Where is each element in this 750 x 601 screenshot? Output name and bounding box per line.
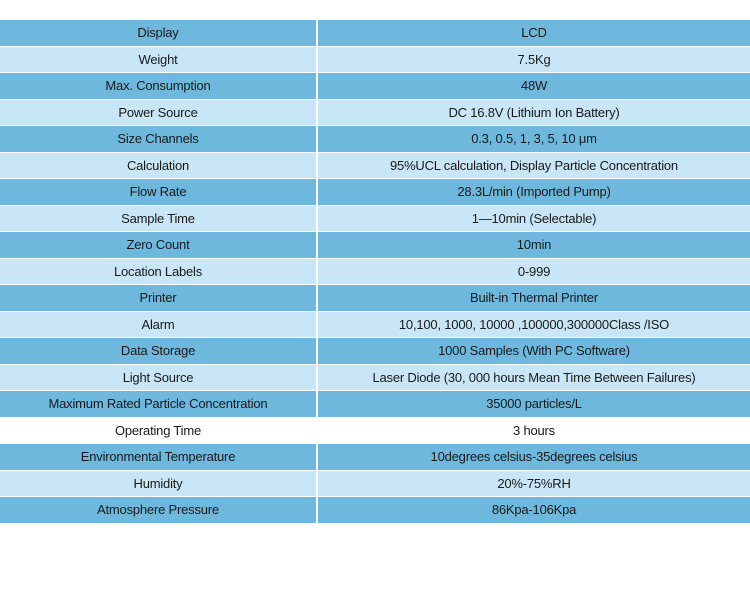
spec-value: 28.3L/min (Imported Pump) bbox=[317, 179, 750, 206]
spec-row-operating-time bbox=[0, 417, 750, 444]
spec-table bbox=[0, 19, 750, 524]
spec-value: 1—10min (Selectable) bbox=[317, 205, 750, 232]
spec-row-data-storage bbox=[0, 338, 750, 365]
spec-label: Humidity bbox=[0, 470, 317, 497]
spec-row-sample-time bbox=[0, 205, 750, 232]
spec-label: Light Source bbox=[0, 364, 317, 391]
spec-label: Zero Count bbox=[0, 232, 317, 259]
spec-label: Maximum Rated Particle Concentration bbox=[0, 391, 317, 418]
spec-row-printer bbox=[0, 285, 750, 312]
spec-value: 48W bbox=[317, 73, 750, 100]
spec-row-alarm bbox=[0, 311, 750, 338]
spec-row-max-particle-concentration bbox=[0, 391, 750, 418]
spec-label: Operating Time bbox=[0, 417, 317, 444]
spec-row-display bbox=[0, 20, 750, 47]
spec-value: LCD bbox=[317, 20, 750, 47]
spec-value: 86Kpa-106Kpa bbox=[317, 497, 750, 524]
spec-value: Laser Diode (30, 000 hours Mean Time Between Failures) bbox=[317, 364, 750, 391]
spec-label: Weight bbox=[0, 46, 317, 73]
spec-label: Data Storage bbox=[0, 338, 317, 365]
spec-label: Location Labels bbox=[0, 258, 317, 285]
spec-value: 0-999 bbox=[317, 258, 750, 285]
spec-value: 3 hours bbox=[317, 417, 750, 444]
spec-label: Environmental Temperature bbox=[0, 444, 317, 471]
spec-value: 0.3, 0.5, 1, 3, 5, 10 μm bbox=[317, 126, 750, 153]
spec-row-zero-count bbox=[0, 232, 750, 259]
spec-row-location-labels bbox=[0, 258, 750, 285]
spec-value: 35000 particles/L bbox=[317, 391, 750, 418]
spec-row-flow-rate bbox=[0, 179, 750, 206]
spec-value: 7.5Kg bbox=[317, 46, 750, 73]
spec-value: 95%UCL calculation, Display Particle Concentration bbox=[317, 152, 750, 179]
spec-value: 10min bbox=[317, 232, 750, 259]
spec-label: Printer bbox=[0, 285, 317, 312]
spec-row-size-channels bbox=[0, 126, 750, 153]
spec-label: Sample Time bbox=[0, 205, 317, 232]
spec-row-max-consumption bbox=[0, 73, 750, 100]
spec-row-weight bbox=[0, 46, 750, 73]
spec-row-environmental-temperature bbox=[0, 444, 750, 471]
spec-label: Calculation bbox=[0, 152, 317, 179]
spec-row-light-source bbox=[0, 364, 750, 391]
spec-value: 20%-75%RH bbox=[317, 470, 750, 497]
spec-label: Alarm bbox=[0, 311, 317, 338]
spec-label: Max. Consumption bbox=[0, 73, 317, 100]
spec-row-calculation bbox=[0, 152, 750, 179]
spec-label: Atmosphere Pressure bbox=[0, 497, 317, 524]
spec-row-humidity bbox=[0, 470, 750, 497]
spec-value: Built-in Thermal Printer bbox=[317, 285, 750, 312]
spec-value: DC 16.8V (Lithium Ion Battery) bbox=[317, 99, 750, 126]
spec-row-atmosphere-pressure bbox=[0, 497, 750, 524]
spec-label: Size Channels bbox=[0, 126, 317, 153]
spec-value: 10,100, 1000, 10000 ,100000,300000Class /ISO bbox=[317, 311, 750, 338]
spec-row-power-source bbox=[0, 99, 750, 126]
spec-value: 10degrees celsius-35degrees celsius bbox=[317, 444, 750, 471]
spec-value: 1000 Samples (With PC Software) bbox=[317, 338, 750, 365]
spec-label: Power Source bbox=[0, 99, 317, 126]
spec-label: Flow Rate bbox=[0, 179, 317, 206]
spec-label: Display bbox=[0, 20, 317, 47]
